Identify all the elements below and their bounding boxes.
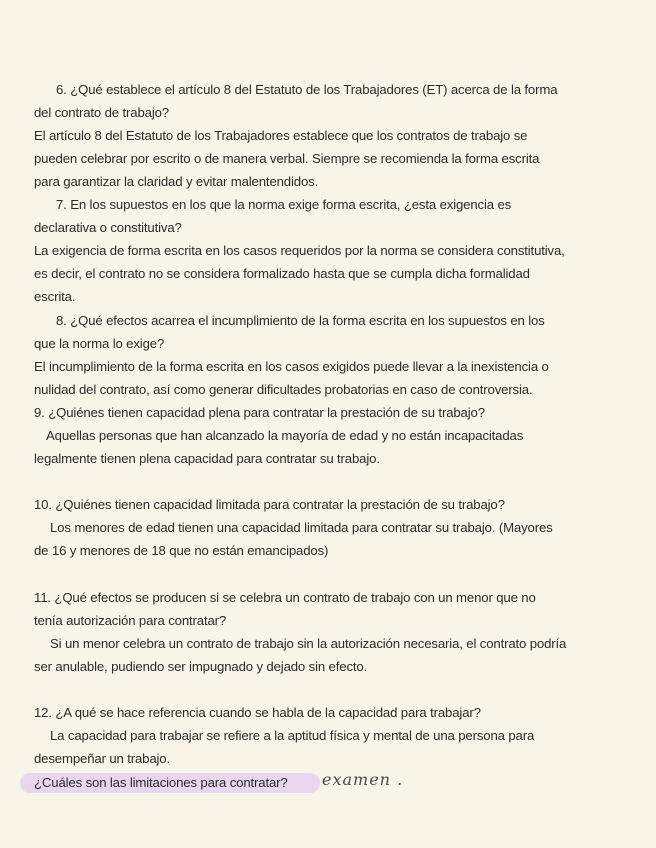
q9-answer-line1: Aquellas personas que han alcanzado la mayoría de edad y no están incapacitadas [46,428,524,443]
q7-answer-line1: La exigencia de forma escrita en los casos requeridos por la norma se considera constitutiva, [34,243,565,258]
q9-question-line1: 9. ¿Quiénes tienen capacidad plena para contratar la prestación de su trabajo? [34,405,485,420]
q7-question-line1: 7. En los supuestos en los que la norma exige forma escrita, ¿esta exigencia es [56,197,512,212]
q13-question-line1: ¿Cuáles son las limitaciones para contratar? [34,775,288,790]
q12-answer-line2: desempeñar un trabajo. [34,751,170,766]
q9-answer-line2: legalmente tienen plena capacidad para contratar su trabajo. [34,451,380,466]
q8-question-line1: 8. ¿Qué efectos acarrea el incumplimiento de la forma escrita en los supuestos en los [56,313,545,328]
q6-answer-line1: El artículo 8 del Estatuto de los Trabajadores establece que los contratos de trabajo se [34,128,528,143]
q10-answer-line2: de 16 y menores de 18 que no están emancipados) [34,543,329,558]
q8-question-line2: que la norma lo exige? [34,336,165,351]
handwritten-note: examen . [322,770,404,789]
q7-question-line2: declarativa o constitutiva? [34,220,182,235]
q6-question-line2: del contrato de trabajo? [34,105,169,120]
q11-question-line1: 11. ¿Qué efectos se producen si se celebra un contrato de trabajo con un menor que no [34,590,536,605]
q6-answer-line3: para garantizar la claridad y evitar malentendidos. [34,174,319,189]
q11-question-line2: tenía autorización para contratar? [34,613,227,628]
q10-answer-line1: Los menores de edad tienen una capacidad limitada para contratar su trabajo. (Mayores [50,520,553,535]
q10-question-line1: 10. ¿Quiénes tienen capacidad limitada para contratar la prestación de su trabajo? [34,497,505,512]
q11-answer-line2: ser anulable, pudiendo ser impugnado y dejado sin efecto. [34,659,368,674]
q12-answer-line1: La capacidad para trabajar se refiere a la aptitud física y mental de una persona para [50,728,535,743]
q11-answer-line1: Si un menor celebra un contrato de trabajo sin la autorización necesaria, el contrato podría [50,636,567,651]
q8-answer-line1: El incumplimiento de la forma escrita en los casos exigidos puede llevar a la inexistencia o [34,359,549,374]
q12-question-line1: 12. ¿A qué se hace referencia cuando se habla de la capacidad para trabajar? [34,705,481,720]
q7-answer-line2: es decir, el contrato no se considera formalizado hasta que se cumpla dicha formalidad [34,266,530,281]
q6-answer-line2: pueden celebrar por escrito o de manera verbal. Siempre se recomienda la forma escrita [34,151,540,166]
q6-question-line1: 6. ¿Qué establece el artículo 8 del Estatuto de los Trabajadores (ET) acerca de la forma [56,82,558,97]
q7-answer-line3: escrita. [34,289,76,304]
q8-answer-line2: nulidad del contrato, así como generar dificultades probatorias en caso de controversia. [34,382,533,397]
